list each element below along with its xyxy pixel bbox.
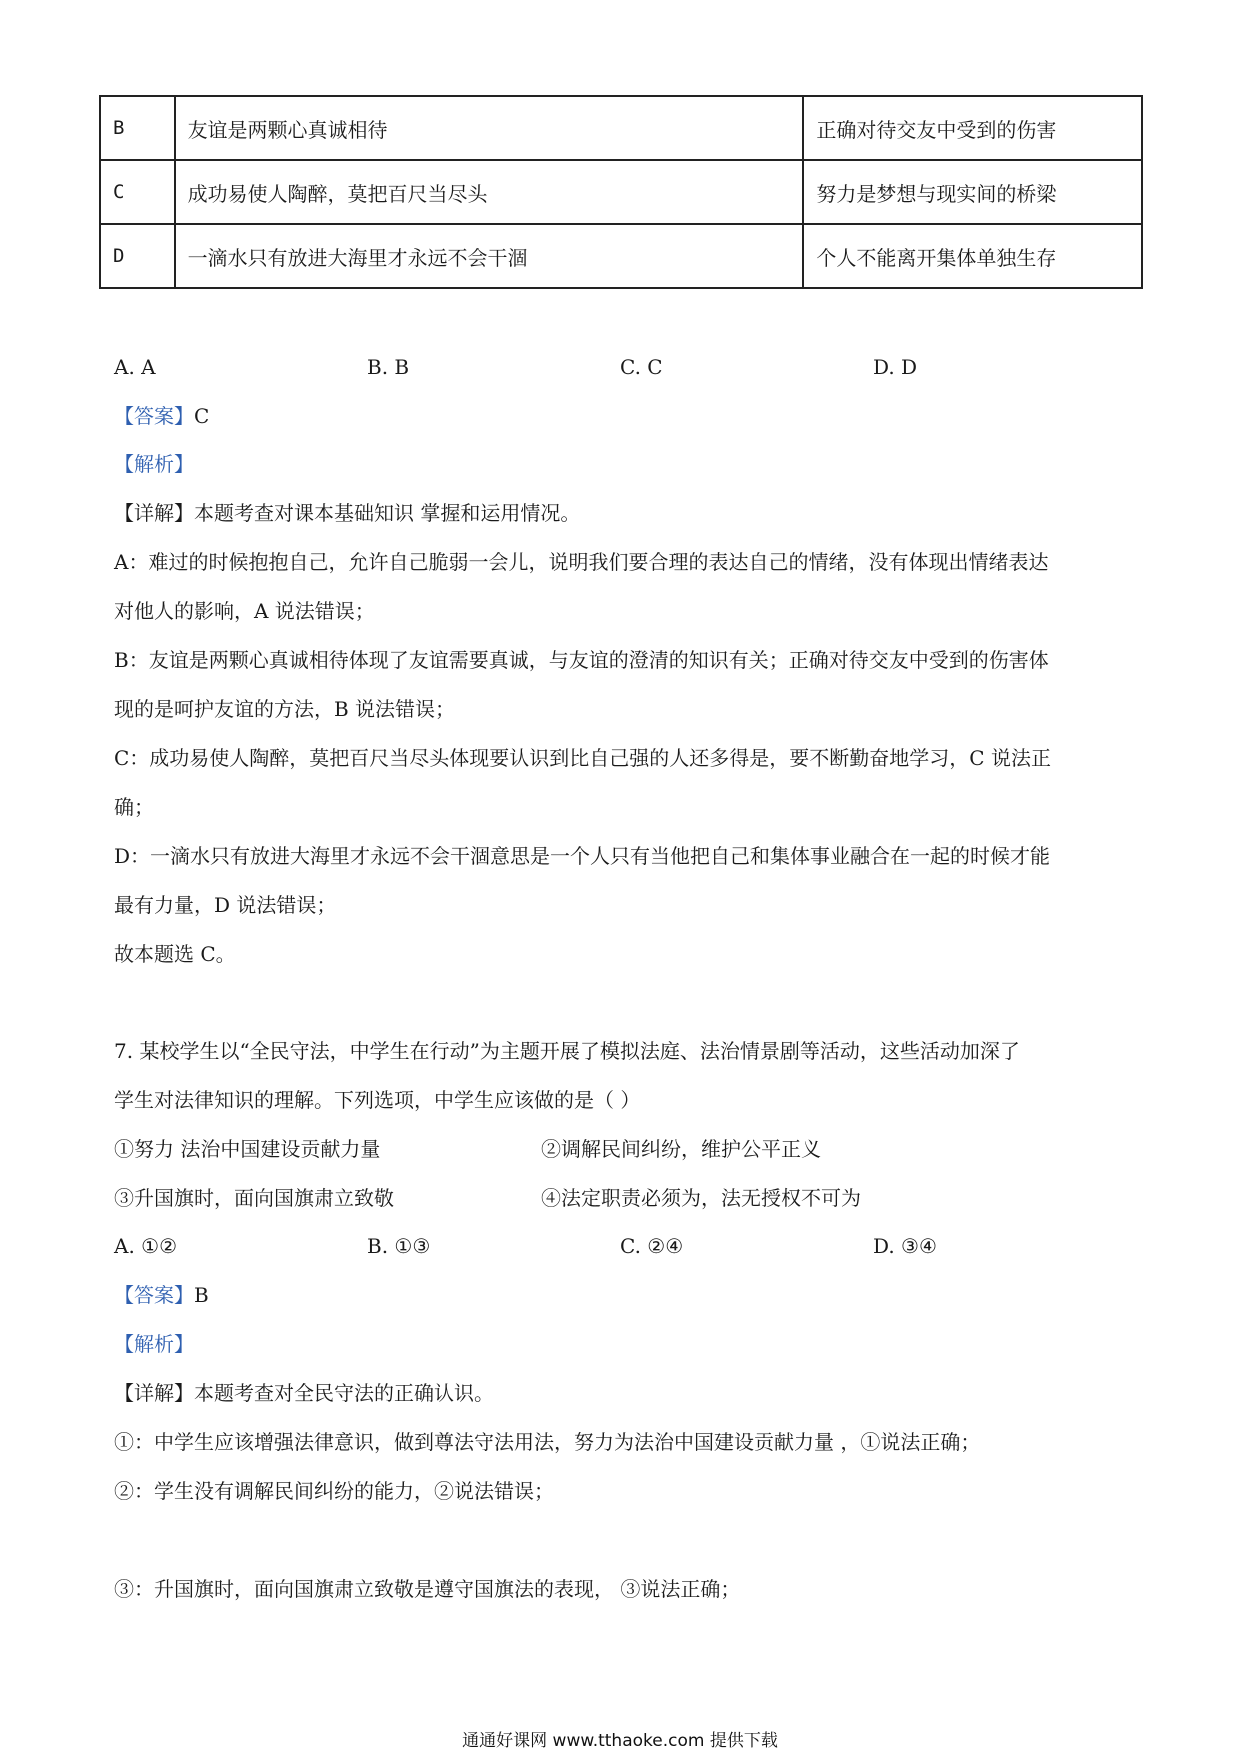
q6-detail-line: C：成功易使人陶醉，莫把百尺当尽头体现要认识到比自己强的人还多得是，要不断勤奋地学习，C 说法正 bbox=[114, 746, 1051, 770]
q6-analysis-tag: 【解析】 bbox=[114, 452, 194, 476]
q6-answer bbox=[114, 401, 209, 431]
q7-answer bbox=[114, 1280, 209, 1310]
q6-detail-line: B：友谊是两颗心真诚相待体现了友谊需要真诚，与友谊的澄清的知识有关；正确对待交友中受到的伤害体 bbox=[114, 648, 1049, 672]
q7-analysis-tag: 【解析】 bbox=[114, 1332, 194, 1356]
row-right-cell: 个人不能离开集体单独生存 bbox=[803, 224, 1142, 288]
q7-detail-line: 【详解】本题考查对全民守法的正确认识。 bbox=[114, 1381, 494, 1405]
answer-value: B bbox=[194, 1283, 209, 1307]
row-right-cell: 努力是梦想与现实间的桥梁 bbox=[803, 160, 1142, 224]
answer-value: C bbox=[194, 404, 210, 428]
options-table bbox=[99, 95, 1143, 289]
choice-b[interactable]: B. B bbox=[367, 355, 410, 379]
page-footer: 通通好课网 www.tthaoke.com 提供下载 bbox=[462, 1731, 778, 1751]
q6-detail-line: A：难过的时候抱抱自己，允许自己脆弱一会儿，说明我们要合理的表达自己的情绪，没有体现出情绪表达 bbox=[114, 550, 1049, 574]
q6-detail-line: 最有力量，D 说法错误； bbox=[114, 893, 337, 917]
table-row bbox=[100, 224, 1142, 288]
answer-tag: 【答案】 bbox=[114, 404, 194, 428]
choice-c[interactable]: C. C bbox=[620, 355, 663, 379]
answer-tag: 【答案】 bbox=[114, 1283, 194, 1307]
statement-2: ②调解民间纠纷，维护公平正义 bbox=[541, 1137, 821, 1161]
row-label: D bbox=[100, 224, 175, 288]
choice-a[interactable]: A. A bbox=[114, 355, 156, 379]
q7-choices bbox=[114, 1231, 1134, 1261]
q7-detail-line: ③：升国旗时，面向国旗肃立致敬是遵守国旗法的表现， ③说法正确； bbox=[114, 1577, 741, 1601]
q6-detail-line: 【详解】本题考查对课本基础知识 掌握和运用情况。 bbox=[114, 501, 581, 525]
q6-detail-line: 确； bbox=[114, 795, 154, 819]
table-row bbox=[100, 160, 1142, 224]
q7-detail-line: ①：中学生应该增强法律意识，做到尊法守法用法，努力为法治中国建设贡献力量 ，①说法正确； bbox=[114, 1430, 981, 1454]
statement-4: ④法定职责必须为，法无授权不可为 bbox=[541, 1186, 861, 1210]
row-label: C bbox=[100, 160, 175, 224]
q7-detail-line: ②：学生没有调解民间纠纷的能力，②说法错误； bbox=[114, 1479, 554, 1503]
row-left-cell: 一滴水只有放进大海里才永远不会干涸 bbox=[175, 224, 804, 288]
choice-d[interactable]: D. ③④ bbox=[873, 1234, 937, 1258]
statement-3: ③升国旗时，面向国旗肃立致敬 bbox=[114, 1186, 394, 1210]
row-label: B bbox=[100, 96, 175, 160]
row-left-cell: 成功易使人陶醉，莫把百尺当尽头 bbox=[175, 160, 804, 224]
q6-detail-line: D：一滴水只有放进大海里才永远不会干涸意思是一个人只有当他把自己和集体事业融合在一起的时候才能 bbox=[114, 844, 1051, 868]
q7-stem-line: 7. 某校学生以“全民守法，中学生在行动”为主题开展了模拟法庭、法治情景剧等活动，这些活动加深了 bbox=[114, 1039, 1020, 1063]
statement-1: ①努力 法治中国建设贡献力量 bbox=[114, 1137, 381, 1161]
table-row bbox=[100, 96, 1142, 160]
q6-detail-line: 故本题选 C。 bbox=[114, 942, 236, 966]
q7-statements-row bbox=[114, 1183, 1134, 1213]
choice-b[interactable]: B. ①③ bbox=[367, 1234, 431, 1258]
row-left-cell: 友谊是两颗心真诚相待 bbox=[175, 96, 804, 160]
row-right-cell: 正确对待交友中受到的伤害 bbox=[803, 96, 1142, 160]
choice-a[interactable]: A. ①② bbox=[114, 1234, 178, 1258]
q7-statements-row bbox=[114, 1134, 1134, 1164]
choice-d[interactable]: D. D bbox=[873, 355, 918, 379]
q6-detail-line: 对他人的影响，A 说法错误； bbox=[114, 599, 375, 623]
q7-stem-line: 学生对法律知识的理解。下列选项，中学生应该做的是（ ） bbox=[114, 1088, 641, 1112]
choice-c[interactable]: C. ②④ bbox=[620, 1234, 684, 1258]
q6-detail-line: 现的是呵护友谊的方法，B 说法错误； bbox=[114, 697, 456, 721]
q6-choices bbox=[114, 352, 1134, 382]
